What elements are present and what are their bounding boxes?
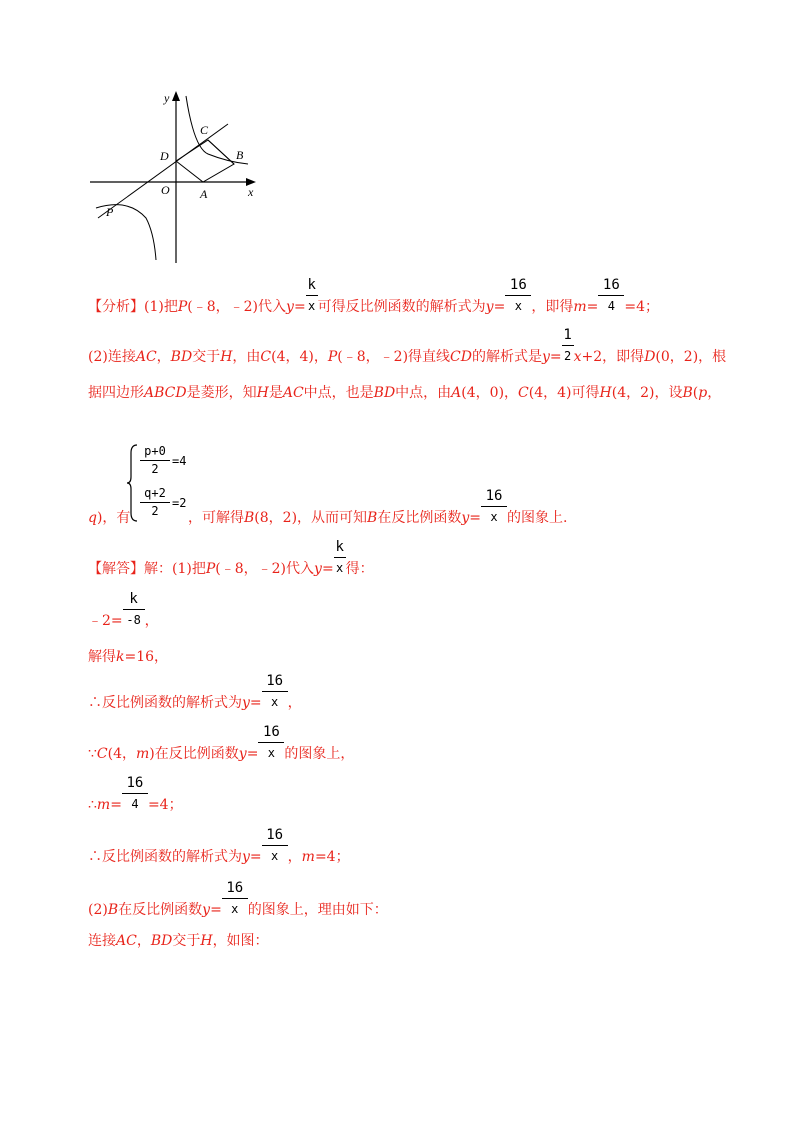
numerator: k — [335, 539, 344, 555]
solution-line-5 — [88, 724, 355, 763]
solution-line-7 — [88, 827, 350, 866]
fraction-16-over-x — [481, 488, 507, 527]
text: ∴ — [88, 797, 97, 813]
rhs: =2 — [172, 496, 187, 510]
text: =4； — [624, 299, 659, 315]
fraction-16-over-x — [505, 277, 531, 316]
text: 交于 — [192, 349, 221, 365]
var: p — [698, 385, 708, 401]
text: 在反比例函数 — [118, 902, 203, 918]
text: 解：(1)把 — [144, 561, 206, 577]
text: ，可解得 — [188, 510, 244, 526]
numerator: q+2 — [144, 486, 166, 500]
denominator: 2 — [151, 462, 159, 476]
denominator: x — [308, 299, 316, 313]
text: 的图象上，理由如下： — [247, 902, 388, 918]
var: P — [327, 349, 338, 365]
text: ，如图： — [212, 933, 269, 949]
var: m — [301, 849, 315, 865]
fraction-k-over-x — [334, 539, 346, 578]
text: = — [249, 695, 262, 711]
denominator: x — [267, 746, 276, 760]
denominator: 2 — [151, 504, 159, 518]
text: 在反比例函数 — [377, 510, 462, 526]
numerator: 16 — [602, 277, 620, 293]
text: ∴反比例函数的解析式为 — [88, 849, 242, 865]
fraction-bar — [140, 460, 170, 461]
solution-tag: 【解答】 — [88, 561, 144, 577]
text: 是菱形，知 — [186, 385, 257, 401]
solution-line-1 — [88, 539, 374, 578]
var: H — [599, 385, 612, 401]
fraction-16-over-x — [258, 724, 284, 763]
var: y — [242, 695, 250, 711]
text: (2) — [88, 902, 108, 918]
fraction-16-over-4 — [122, 775, 148, 814]
analysis-line-2 — [88, 327, 727, 366]
text: = — [549, 349, 562, 365]
numerator: 16 — [262, 724, 280, 740]
text: )在反比例函数 — [149, 746, 239, 762]
analysis-tag: 【分析】 — [88, 299, 144, 315]
var: BD — [150, 933, 173, 949]
text: (﹣8，﹣2)代入 — [187, 299, 287, 315]
text: +2，即得 — [581, 349, 645, 365]
text: = — [493, 299, 506, 315]
denominator: 4 — [131, 797, 139, 811]
text: (4，2)，设 — [611, 385, 683, 401]
text: =4； — [314, 849, 350, 865]
numerator: 16 — [266, 827, 284, 843]
text: = — [293, 299, 306, 315]
denominator: 4 — [607, 299, 615, 313]
var: AC — [135, 349, 157, 365]
fraction-k-over-neg8 — [123, 591, 145, 630]
text: ∵ — [88, 746, 97, 762]
text: =4； — [147, 797, 183, 813]
text: (4，4)， — [271, 349, 328, 365]
text: (0，2)，根 — [655, 349, 727, 365]
text: = — [249, 849, 262, 865]
label-O: O — [161, 183, 170, 197]
var: B — [682, 385, 693, 401]
var: AC — [282, 385, 304, 401]
var: P — [205, 561, 216, 577]
fraction-1-over-2 — [562, 327, 574, 366]
var: y — [541, 349, 550, 365]
numerator: k — [129, 591, 138, 607]
fraction-bar — [262, 845, 288, 846]
label-C: C — [200, 123, 209, 137]
solution-line-8 — [88, 880, 388, 919]
line-PDC — [98, 124, 228, 218]
text: ， — [156, 349, 171, 365]
label-P: P — [106, 205, 114, 219]
var: BD — [170, 349, 193, 365]
var: B — [367, 510, 378, 526]
fraction-bar — [481, 506, 507, 507]
fraction-bar — [222, 898, 248, 899]
fraction-bar — [123, 609, 145, 610]
var: m — [573, 299, 587, 315]
var: C — [96, 746, 108, 762]
denominator: 2 — [564, 349, 572, 363]
text: ， — [136, 933, 151, 949]
fraction-k-over-x — [306, 277, 318, 316]
text: ， — [707, 385, 722, 401]
denominator: x — [271, 695, 279, 709]
system-eq-1 — [140, 444, 210, 480]
text: 解得 — [88, 649, 116, 665]
text: ( — [692, 385, 699, 401]
text: ∴反比例函数的解析式为 — [88, 695, 242, 711]
var: y — [286, 299, 294, 315]
var: H — [200, 933, 213, 949]
denominator: x — [271, 849, 279, 863]
fraction-bar — [334, 557, 346, 558]
fraction-bar — [258, 742, 284, 743]
y-axis-arrow — [172, 91, 180, 101]
fraction-16-over-x — [222, 880, 248, 919]
fraction-16-over-x — [262, 827, 288, 866]
denominator: x — [490, 510, 498, 524]
solution-line-4 — [88, 673, 302, 712]
label-y: y — [164, 91, 170, 105]
var: B — [244, 510, 255, 526]
solution-line-2 — [88, 591, 159, 630]
var: P — [177, 299, 188, 315]
fraction-bar — [306, 295, 318, 296]
label-A: A — [200, 187, 208, 201]
text: (4， — [107, 746, 137, 762]
solution-line-9 — [88, 932, 269, 950]
text: (﹣8，﹣2)得直线 — [337, 349, 451, 365]
text: 是 — [268, 385, 283, 401]
analysis-line-1 — [88, 277, 659, 316]
analysis-line-3 — [88, 384, 721, 402]
var: CD — [450, 349, 472, 365]
numerator: 1 — [563, 327, 572, 343]
var: x — [573, 349, 582, 365]
text: = — [246, 746, 259, 762]
text: (1)把 — [144, 299, 178, 315]
var: y — [238, 746, 247, 762]
numerator: p+0 — [144, 444, 166, 458]
var: AC — [116, 933, 137, 949]
text: (8，2)，从而可知 — [254, 510, 368, 526]
label-D: D — [160, 149, 169, 163]
denominator: x — [231, 902, 239, 916]
solution-line-6 — [88, 775, 183, 814]
text: = — [110, 797, 122, 813]
analysis-line-4-end — [188, 488, 568, 527]
text: =16， — [124, 649, 169, 665]
text: ， — [144, 613, 159, 629]
solution-line-3 — [88, 648, 168, 666]
text: (4，0)， — [461, 385, 519, 401]
segment-CB — [208, 140, 234, 164]
numerator: 16 — [485, 488, 503, 504]
rhs: =4 — [172, 454, 187, 468]
denominator: x — [336, 561, 344, 575]
var: m — [136, 746, 150, 762]
var: y — [485, 299, 494, 315]
var: A — [451, 385, 462, 401]
text: ﹣2= — [88, 613, 123, 629]
numerator: k — [307, 277, 316, 293]
var: B — [107, 902, 119, 918]
var: y — [242, 849, 250, 865]
numerator: 16 — [266, 673, 284, 689]
text: 据四边形 — [88, 385, 144, 401]
var: k — [116, 649, 125, 665]
var: BD — [373, 385, 396, 401]
text: 交于 — [172, 933, 201, 949]
fraction-16-over-x — [262, 673, 288, 712]
numerator: 16 — [226, 880, 244, 896]
var: y — [202, 902, 211, 918]
var: C — [260, 349, 272, 365]
var: H — [220, 349, 233, 365]
text: (4，4)可得 — [528, 385, 600, 401]
fraction-bar — [598, 295, 624, 296]
var: q — [88, 510, 97, 526]
fraction-bar — [262, 691, 288, 692]
text: (﹣8，﹣2)代入 — [215, 561, 315, 577]
label-x: x — [248, 185, 254, 199]
text: ， — [287, 695, 302, 711]
rhombus-ABCD — [176, 140, 234, 182]
numerator: 16 — [126, 775, 144, 791]
text: ，由 — [232, 349, 261, 365]
fraction-bar — [562, 345, 574, 346]
geometry-figure — [88, 88, 268, 268]
label-B: B — [236, 148, 244, 162]
text: 的图象上. — [507, 510, 568, 526]
fraction-bar — [122, 793, 148, 794]
text: = — [321, 561, 334, 577]
denominator: -8 — [126, 613, 141, 627]
var: D — [644, 349, 656, 365]
var: H — [256, 385, 269, 401]
analysis-line-4-start — [88, 509, 130, 527]
var: m — [96, 797, 111, 813]
text: 中点，由 — [395, 385, 452, 401]
var: y — [461, 510, 470, 526]
text: ，即得 — [531, 299, 574, 315]
fraction-bar — [140, 502, 170, 503]
text: = — [210, 902, 222, 918]
text: 可得反比例函数的解析式为 — [317, 299, 486, 315]
fraction-16-over-4 — [598, 277, 624, 316]
text: = — [469, 510, 481, 526]
text: )，有 — [96, 510, 131, 526]
text: 的解析式是 — [471, 349, 542, 365]
text: 中点，也是 — [303, 385, 374, 401]
numerator: 16 — [509, 277, 527, 293]
text: 得： — [345, 561, 374, 577]
text: = — [586, 299, 599, 315]
text: 的图象上， — [284, 746, 355, 762]
text: ， — [287, 849, 302, 865]
text: (2)连接 — [88, 349, 136, 365]
var: y — [314, 561, 322, 577]
var: ABCD — [144, 385, 187, 401]
denominator: x — [514, 299, 522, 313]
fraction-bar — [505, 295, 531, 296]
text: 连接 — [88, 933, 116, 949]
var: C — [518, 385, 529, 401]
